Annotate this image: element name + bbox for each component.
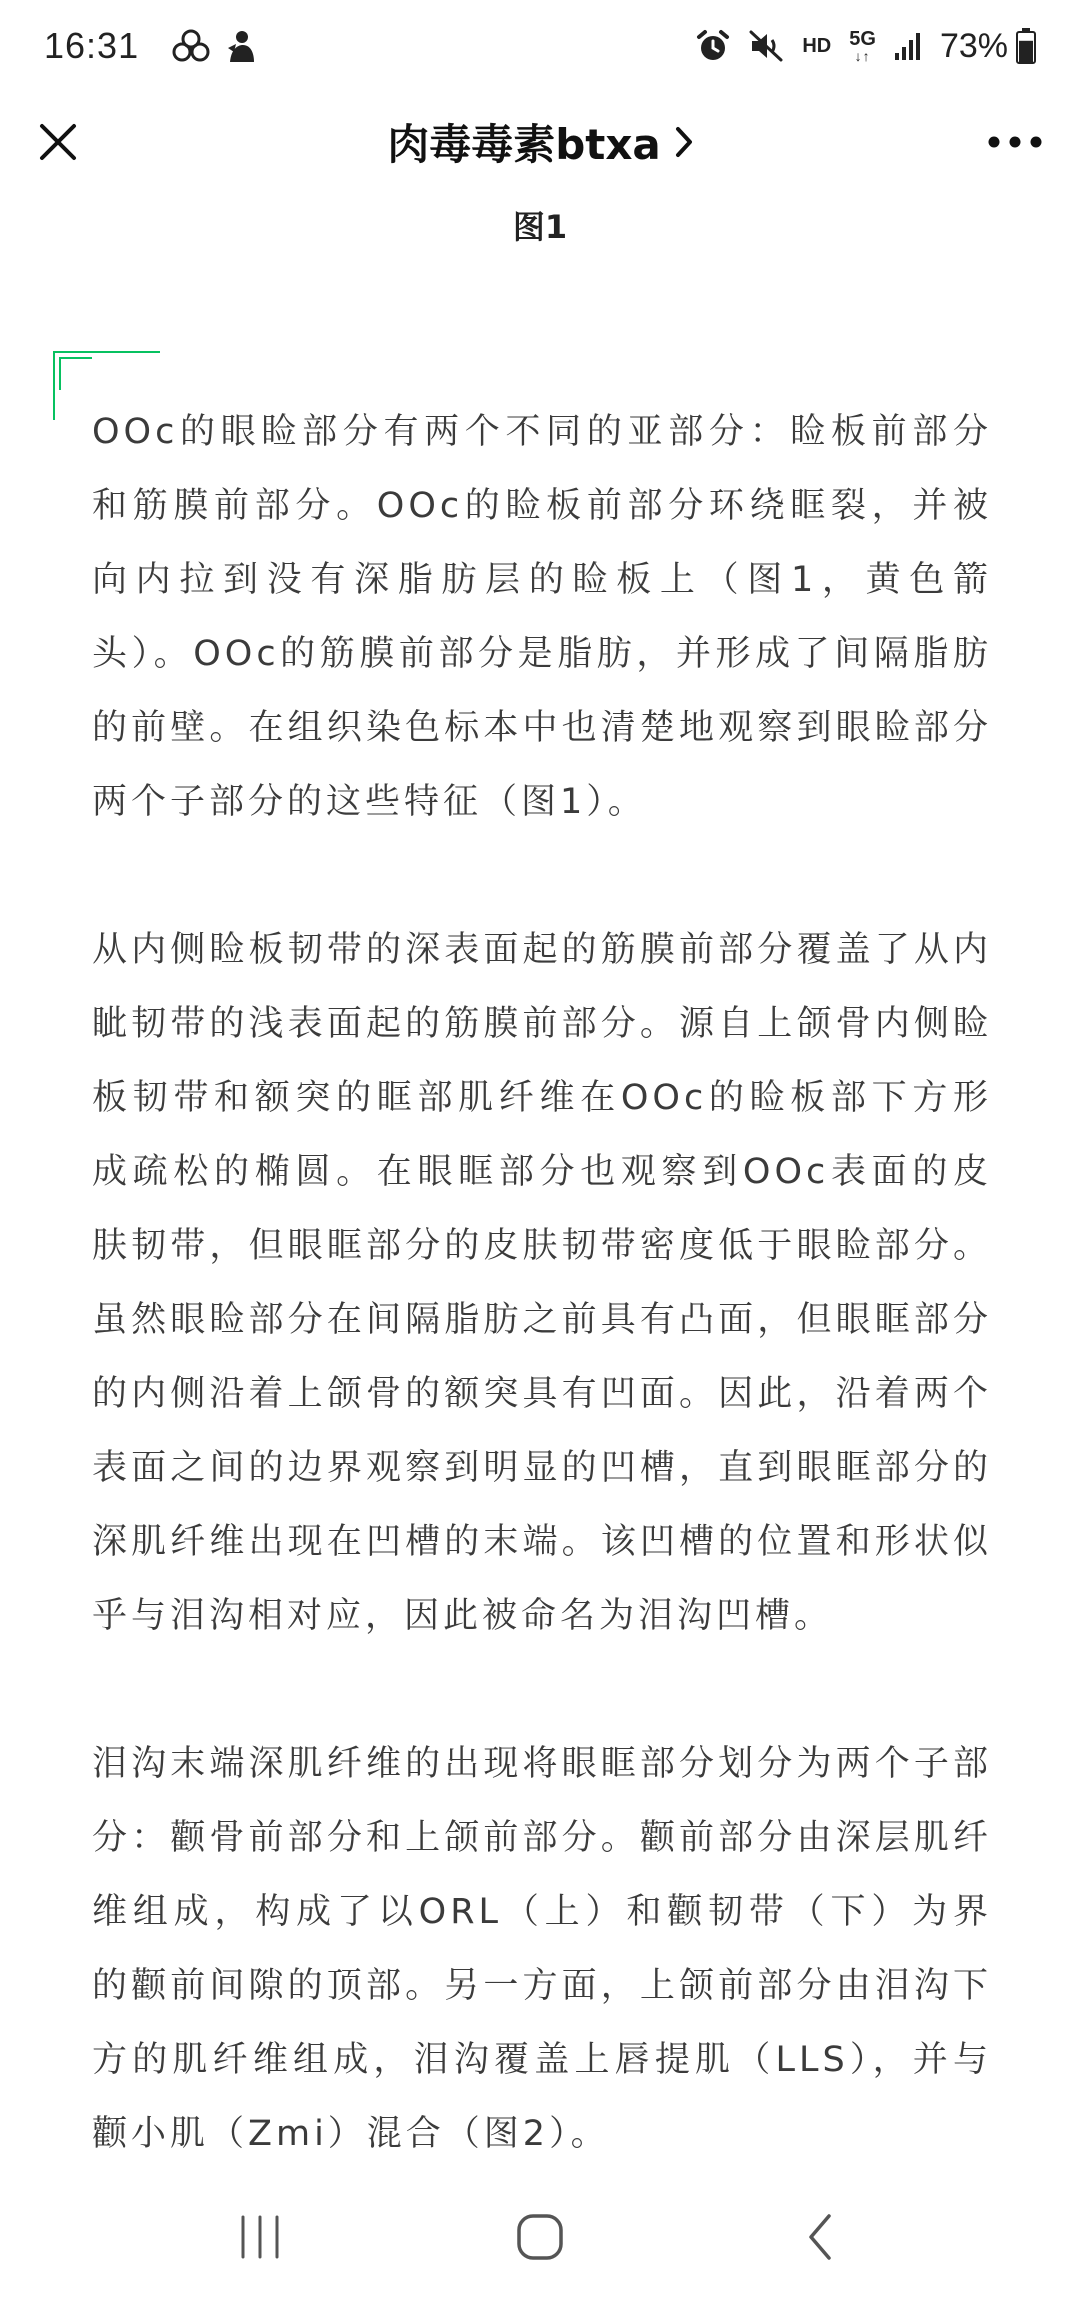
status-time: 16:31 xyxy=(44,25,140,66)
back-button[interactable] xyxy=(775,2192,865,2282)
more-button[interactable] xyxy=(980,114,1050,170)
status-bar xyxy=(0,0,1080,92)
data-arrows-icon: ↓↑ xyxy=(854,48,871,64)
signal-icon xyxy=(894,31,924,61)
nav-bar xyxy=(0,92,1080,192)
article-paragraph-2: 从内侧睑板韧带的深表面起的筋膜前部分覆盖了从内眦韧带的浅表面起的筋膜前部分。源自上颌骨内侧睑板韧带和额突的眶部肌纤维在OOc的睑板部下方形成疏松的椭圆。在眼眶部分也观察到OOc表面的皮肤韧带，但眼眶部分的皮肤韧带密度低于眼睑部分。虽然眼睑部分在间隔脂肪之前具有凸面，但眼眶部分的内侧沿着上颌骨的额突具有凹面。因此，沿着两个表面之间的边界观察到明显的凹槽，直到眼眶部分的深肌纤维出现在凹槽的末端。该凹槽的位置和形状似乎与泪沟相对应，因此被命名为泪沟凹槽。 xyxy=(92,930,992,1636)
mute-icon xyxy=(748,29,784,63)
recent-apps-button[interactable] xyxy=(215,2192,305,2282)
figure-caption: 图1 xyxy=(512,208,568,246)
nav-title-text: 肉毒毒素btxa xyxy=(387,120,661,169)
system-nav-bar xyxy=(0,2158,1080,2316)
hd-label: HD xyxy=(802,34,832,57)
status-left xyxy=(44,25,257,67)
battery-percent: 73% xyxy=(939,26,1008,65)
article-paragraph-1: OOc的眼睑部分有两个不同的亚部分：睑板前部分和筋膜前部分。OOc的睑板前部分环绕眶裂，并被向内拉到没有深脂肪层的睑板上（图1，黄色箭头）。OOc的筋膜前部分是脂肪，并形成了间隔脂肪的前壁。在组织染色标本中也清楚地观察到眼睑部分两个子部分的这些特征（图1）。 xyxy=(92,412,992,822)
status-right xyxy=(678,27,1036,66)
app-cluster-icon xyxy=(171,29,211,63)
recent-apps-icon xyxy=(235,2214,285,2260)
article-body xyxy=(92,395,992,2158)
home-button[interactable] xyxy=(495,2192,585,2282)
app-avatar-icon xyxy=(225,28,257,64)
home-icon xyxy=(515,2212,565,2262)
network-type xyxy=(849,29,876,63)
nav-title[interactable] xyxy=(0,92,1080,192)
back-icon xyxy=(805,2212,835,2262)
alarm-icon xyxy=(696,29,730,63)
chevron-right-icon xyxy=(675,126,693,158)
more-icon xyxy=(987,135,1043,149)
battery-icon xyxy=(1016,28,1036,64)
network-type-label: 5G xyxy=(849,28,876,50)
article-paragraph-3: 泪沟末端深肌纤维的出现将眼眶部分划分为两个子部分：颧骨前部分和上颌前部分。颧前部分由深层肌纤维组成，构成了以ORL（上）和颧韧带（下）为界的颧前间隙的顶部。另一方面，上颌前部分由泪沟下方的肌纤维组成，泪沟覆盖上唇提肌（LLS），并与颧小肌（Zmi）混合（图2）。 xyxy=(92,1744,992,2154)
